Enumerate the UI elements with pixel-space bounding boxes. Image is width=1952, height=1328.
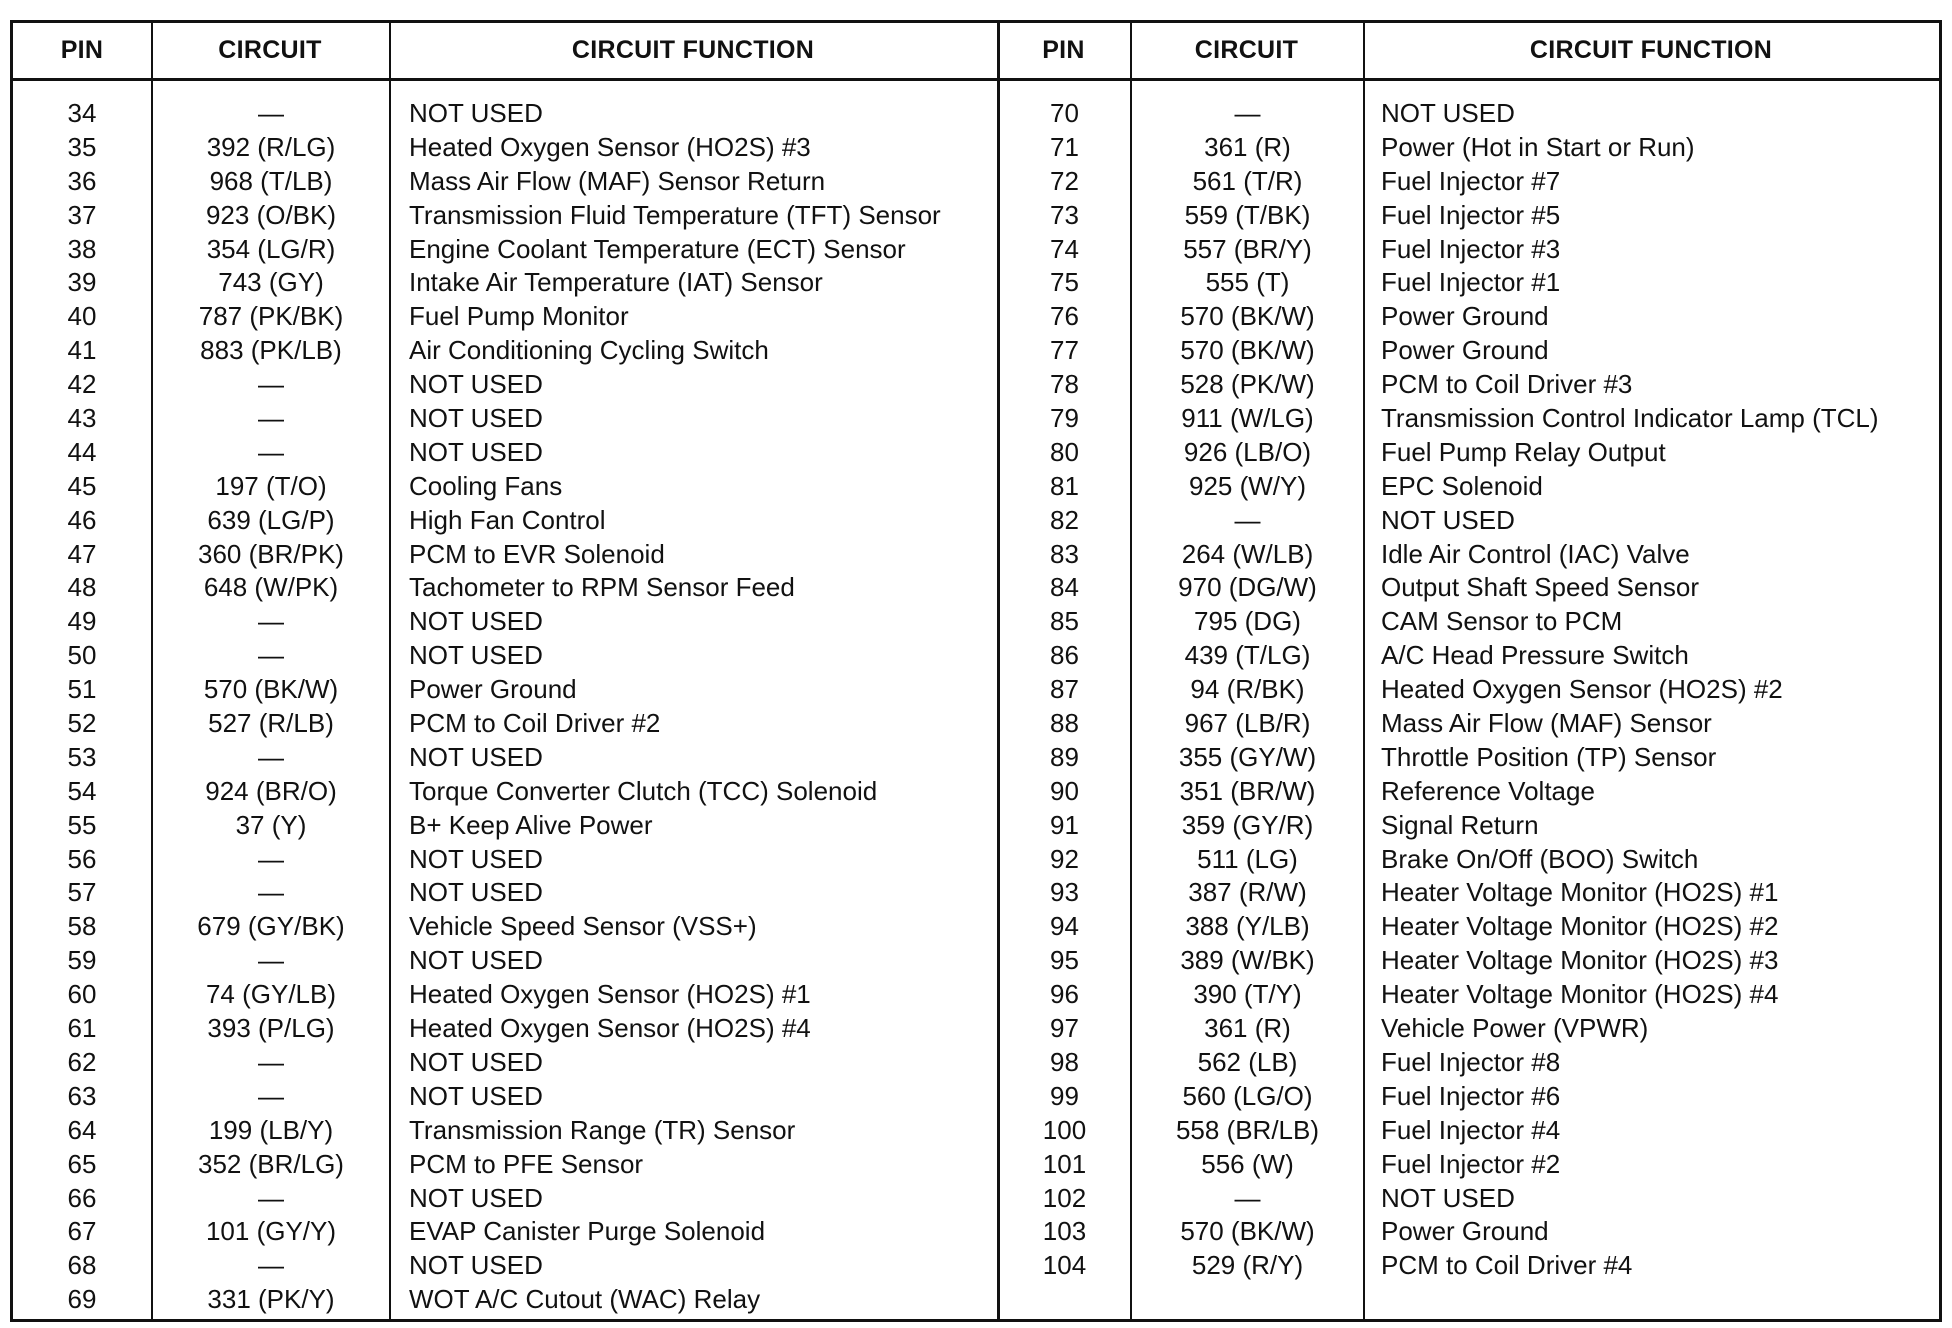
circuit-function-cell: Power Ground	[1381, 301, 1549, 332]
circuit-cell: 558 (BR/LB)	[1175, 1114, 1320, 1145]
circuit-function-cell: A/C Head Pressure Switch	[1381, 640, 1689, 671]
pin-cell: 103	[1042, 1216, 1087, 1247]
circuit-function-cell: Power Ground	[1381, 335, 1549, 366]
circuit-cell: 561 (T/R)	[1192, 165, 1303, 196]
circuit-function-cell: EVAP Canister Purge Solenoid	[409, 1216, 766, 1247]
column-divider	[389, 23, 391, 1319]
pin-cell: 97	[1050, 1013, 1079, 1044]
circuit-cell: 555 (T)	[1205, 267, 1290, 298]
circuit-cell: 37 (Y)	[235, 809, 307, 840]
circuit-function-cell: Fuel Injector #7	[1381, 165, 1561, 196]
circuit-cell: 967 (LB/R)	[1184, 708, 1311, 739]
circuit-function-cell: Heater Voltage Monitor (HO2S) #4	[1381, 979, 1779, 1010]
circuit-cell: 355 (GY/W)	[1178, 741, 1317, 772]
pin-cell: 53	[67, 741, 97, 772]
pin-cell: 93	[1050, 877, 1079, 908]
circuit-function-cell: Throttle Position (TP) Sensor	[1381, 741, 1717, 772]
circuit-cell: 570 (BK/W)	[1180, 301, 1315, 332]
circuit-function-cell: PCM to PFE Sensor	[409, 1148, 644, 1179]
circuit-function-cell: Transmission Range (TR) Sensor	[409, 1114, 796, 1145]
circuit-function-cell: Power Ground	[409, 674, 577, 705]
circuit-cell: 557 (BR/Y)	[1183, 233, 1312, 264]
circuit-cell: 74 (GY/LB)	[205, 979, 337, 1010]
circuit-function-cell: Reference Voltage	[1381, 775, 1595, 806]
circuit-cell: —	[1234, 1182, 1261, 1213]
circuit-cell: 390 (T/Y)	[1193, 979, 1302, 1010]
circuit-cell: 361 (R)	[1204, 131, 1291, 162]
circuit-cell: 559 (T/BK)	[1184, 199, 1311, 230]
pin-cell: 85	[1050, 606, 1079, 637]
circuit-cell: 388 (Y/LB)	[1185, 911, 1310, 942]
circuit-function-cell: Fuel Injector #6	[1381, 1080, 1561, 1111]
circuit-cell: 197 (T/O)	[215, 470, 327, 501]
pin-cell: 39	[67, 267, 97, 298]
pin-cell: 61	[67, 1013, 97, 1044]
circuit-cell: 439 (T/LG)	[1184, 640, 1311, 671]
circuit-function-cell: EPC Solenoid	[1381, 470, 1543, 501]
pin-cell: 35	[67, 131, 97, 162]
circuit-function-cell: NOT USED	[409, 843, 543, 874]
pin-cell: 49	[67, 606, 97, 637]
circuit-function-cell: NOT USED	[409, 1182, 543, 1213]
circuit-function-cell: Fuel Injector #1	[1381, 267, 1561, 298]
circuit-cell: 556 (W)	[1201, 1148, 1294, 1179]
circuit-cell: —	[258, 98, 284, 128]
circuit-function-cell: NOT USED	[1381, 98, 1515, 128]
circuit-function-cell: B+ Keep Alive Power	[409, 809, 653, 840]
pin-cell: 104	[1042, 1250, 1087, 1281]
circuit-cell: —	[258, 369, 284, 400]
circuit-function-cell: Fuel Injector #4	[1381, 1114, 1561, 1145]
circuit-cell: 570 (BK/W)	[1180, 335, 1315, 366]
header-function-left: CIRCUIT FUNCTION	[571, 36, 815, 64]
circuit-cell: 199 (LB/Y)	[208, 1114, 334, 1145]
pin-cell: 82	[1050, 504, 1079, 535]
circuit-function-cell: Fuel Pump Relay Output	[1381, 436, 1666, 467]
circuit-cell: 527 (R/LB)	[208, 708, 334, 739]
circuit-function-cell: Output Shaft Speed Sensor	[1381, 572, 1699, 603]
circuit-cell: 331 (PK/Y)	[207, 1284, 335, 1315]
circuit-function-cell: PCM to EVR Solenoid	[409, 538, 665, 569]
circuit-function-cell: Tachometer to RPM Sensor Feed	[409, 572, 795, 603]
circuit-function-cell: Intake Air Temperature (IAT) Sensor	[409, 267, 823, 298]
circuit-cell: —	[258, 843, 284, 874]
circuit-cell: 562 (LB)	[1197, 1046, 1298, 1077]
circuit-cell: 925 (W/Y)	[1188, 470, 1307, 501]
circuit-function-cell: NOT USED	[409, 640, 543, 671]
pin-cell: 70	[1050, 98, 1079, 128]
pin-cell: 41	[67, 335, 97, 366]
pin-cell: 58	[67, 911, 97, 942]
left-circuit-column	[153, 97, 389, 1317]
pin-cell: 84	[1050, 572, 1079, 603]
circuit-function-cell: High Fan Control	[409, 504, 606, 535]
circuit-cell: —	[258, 945, 284, 976]
circuit-function-cell: Heated Oxygen Sensor (HO2S) #3	[409, 131, 811, 162]
circuit-cell: 968 (T/LB)	[209, 165, 333, 196]
circuit-function-cell: NOT USED	[409, 1250, 543, 1281]
circuit-cell: —	[258, 606, 284, 637]
pin-cell: 52	[67, 708, 97, 739]
circuit-function-cell: Mass Air Flow (MAF) Sensor Return	[409, 165, 826, 196]
circuit-function-cell: Signal Return	[1381, 809, 1539, 840]
circuit-cell: 392 (R/LG)	[206, 131, 336, 162]
circuit-cell: 911 (W/LG)	[1181, 403, 1314, 434]
circuit-function-cell: Torque Converter Clutch (TCC) Solenoid	[409, 775, 878, 806]
circuit-cell: 570 (BK/W)	[203, 674, 339, 705]
header-function-right: CIRCUIT FUNCTION	[1529, 36, 1773, 64]
circuit-function-cell: Fuel Injector #8	[1381, 1046, 1561, 1077]
circuit-function-cell: NOT USED	[409, 1080, 543, 1111]
pin-cell: 46	[67, 504, 97, 535]
circuit-cell: —	[258, 1046, 284, 1077]
circuit-function-cell: Heated Oxygen Sensor (HO2S) #4	[409, 1013, 811, 1044]
circuit-function-cell: NOT USED	[409, 741, 543, 772]
right-pin-column	[999, 97, 1130, 1283]
circuit-function-cell: PCM to Coil Driver #4	[1381, 1250, 1633, 1281]
circuit-function-cell: NOT USED	[409, 1046, 543, 1077]
pin-cell: 65	[67, 1148, 97, 1179]
circuit-cell: 360 (BR/PK)	[198, 538, 344, 569]
circuit-function-cell: NOT USED	[1381, 1182, 1515, 1213]
circuit-function-cell: PCM to Coil Driver #3	[1381, 369, 1633, 400]
circuit-function-cell: Cooling Fans	[409, 470, 563, 501]
circuit-function-cell: Fuel Pump Monitor	[409, 301, 629, 332]
header-pin-left: PIN	[60, 36, 104, 64]
pin-cell: 56	[67, 843, 97, 874]
circuit-function-cell: NOT USED	[409, 945, 543, 976]
pin-cell: 102	[1042, 1182, 1087, 1213]
circuit-cell: 359 (GY/R)	[1181, 809, 1314, 840]
pin-cell: 76	[1050, 301, 1079, 332]
circuit-function-cell: Engine Coolant Temperature (ECT) Sensor	[409, 233, 906, 264]
circuit-function-cell: NOT USED	[409, 606, 543, 637]
circuit-cell: —	[258, 640, 284, 671]
circuit-function-cell: Power (Hot in Start or Run)	[1381, 131, 1695, 162]
circuit-function-cell: WOT A/C Cutout (WAC) Relay	[409, 1284, 761, 1315]
circuit-function-cell: NOT USED	[409, 436, 543, 467]
pin-cell: 62	[67, 1046, 97, 1077]
circuit-function-cell: NOT USED	[409, 403, 543, 434]
header-pin-right: PIN	[1042, 36, 1085, 64]
circuit-function-cell: Heated Oxygen Sensor (HO2S) #1	[409, 979, 811, 1010]
circuit-cell: —	[1234, 98, 1261, 128]
pin-cell: 98	[1050, 1046, 1079, 1077]
circuit-function-cell: Mass Air Flow (MAF) Sensor	[1381, 708, 1712, 739]
circuit-cell: 94 (R/BK)	[1190, 674, 1305, 705]
circuit-cell: 511 (LG)	[1197, 843, 1298, 874]
circuit-cell: —	[258, 1182, 284, 1213]
pin-cell: 54	[67, 775, 97, 806]
circuit-function-cell: Vehicle Power (VPWR)	[1381, 1013, 1649, 1044]
pin-cell: 80	[1050, 436, 1079, 467]
circuit-cell: 923 (O/BK)	[205, 199, 337, 230]
right-function-column	[1381, 97, 1937, 1283]
pin-cell: 40	[67, 301, 97, 332]
circuit-function-cell: Brake On/Off (BOO) Switch	[1381, 843, 1699, 874]
circuit-cell: 570 (BK/W)	[1180, 1216, 1315, 1247]
pin-cell: 101	[1042, 1148, 1087, 1179]
header-circuit-left: CIRCUIT	[218, 36, 322, 64]
pin-cell: 37	[67, 199, 97, 230]
circuit-cell: 354 (LG/R)	[206, 233, 336, 264]
circuit-function-cell: Heater Voltage Monitor (HO2S) #1	[1381, 877, 1779, 908]
pin-cell: 90	[1050, 775, 1079, 806]
right-circuit-column	[1132, 97, 1363, 1283]
pin-cell: 75	[1050, 267, 1079, 298]
circuit-function-cell: Fuel Injector #3	[1381, 233, 1561, 264]
circuit-cell: 648 (W/PK)	[203, 572, 339, 603]
circuit-function-cell: NOT USED	[409, 369, 543, 400]
pin-cell: 66	[67, 1182, 97, 1213]
circuit-cell: 351 (BR/W)	[1179, 775, 1316, 806]
circuit-cell: 795 (DG)	[1194, 606, 1301, 637]
pin-table	[10, 20, 1942, 1322]
circuit-cell: 528 (PK/W)	[1180, 369, 1315, 400]
pin-cell: 74	[1050, 233, 1079, 264]
pin-cell: 64	[67, 1114, 97, 1145]
left-pin-column	[13, 97, 151, 1317]
pin-cell: 57	[67, 877, 97, 908]
pin-cell: 43	[67, 403, 97, 434]
circuit-cell: 264 (W/LB)	[1181, 538, 1314, 569]
pin-cell: 92	[1050, 843, 1079, 874]
circuit-cell: —	[1234, 504, 1261, 535]
pin-cell: 71	[1050, 131, 1079, 162]
circuit-function-cell: NOT USED	[409, 877, 543, 908]
pin-cell: 48	[67, 572, 97, 603]
pin-cell: 63	[67, 1080, 97, 1111]
pin-cell: 68	[67, 1250, 97, 1281]
pin-cell: 100	[1042, 1114, 1087, 1145]
circuit-function-cell: NOT USED	[409, 98, 543, 128]
circuit-cell: 926 (LB/O)	[1183, 436, 1312, 467]
pin-cell: 79	[1050, 403, 1079, 434]
pin-cell: 95	[1050, 945, 1079, 976]
pin-cell: 36	[67, 165, 97, 196]
pin-cell: 38	[67, 233, 97, 264]
pin-cell: 47	[67, 538, 97, 569]
pin-cell: 67	[67, 1216, 97, 1247]
circuit-cell: —	[258, 436, 284, 467]
circuit-cell: 679 (GY/BK)	[197, 911, 345, 942]
pin-cell: 86	[1050, 640, 1079, 671]
circuit-cell: —	[258, 403, 284, 434]
circuit-function-cell: Power Ground	[1381, 1216, 1549, 1247]
circuit-function-cell: NOT USED	[1381, 504, 1515, 535]
circuit-cell: 529 (R/Y)	[1191, 1250, 1304, 1281]
circuit-function-cell: Idle Air Control (IAC) Valve	[1381, 538, 1690, 569]
pin-cell: 50	[67, 640, 97, 671]
pin-cell: 51	[67, 674, 97, 705]
pin-cell: 45	[67, 470, 97, 501]
pin-cell: 55	[67, 809, 97, 840]
pin-cell: 89	[1050, 741, 1079, 772]
circuit-function-cell: Heater Voltage Monitor (HO2S) #2	[1381, 911, 1779, 942]
circuit-cell: —	[258, 877, 284, 908]
circuit-cell: 883 (PK/LB)	[200, 335, 342, 366]
pin-cell: 69	[67, 1284, 97, 1315]
circuit-cell: 389 (W/BK)	[1180, 945, 1315, 976]
pin-cell: 87	[1050, 674, 1079, 705]
table-header-row	[13, 23, 1939, 81]
circuit-function-cell: Air Conditioning Cycling Switch	[409, 335, 769, 366]
pin-cell: 94	[1050, 911, 1079, 942]
circuit-cell: 560 (LG/O)	[1182, 1080, 1313, 1111]
circuit-function-cell: Fuel Injector #2	[1381, 1148, 1561, 1179]
circuit-cell: 387 (R/W)	[1188, 877, 1307, 908]
pin-cell: 91	[1050, 809, 1079, 840]
pin-cell: 60	[67, 979, 97, 1010]
circuit-cell: 743 (GY)	[218, 267, 324, 298]
pin-cell: 78	[1050, 369, 1079, 400]
circuit-cell: —	[258, 1080, 284, 1111]
pin-cell: 42	[67, 369, 97, 400]
circuit-function-cell: PCM to Coil Driver #2	[409, 708, 661, 739]
pin-cell: 59	[67, 945, 97, 976]
circuit-cell: —	[258, 741, 284, 772]
column-divider	[1363, 23, 1365, 1319]
circuit-cell: 924 (BR/O)	[205, 775, 337, 806]
circuit-cell: 393 (P/LG)	[207, 1013, 335, 1044]
circuit-cell: 787 (PK/BK)	[198, 301, 344, 332]
pin-cell: 88	[1050, 708, 1079, 739]
circuit-function-cell: Fuel Injector #5	[1381, 199, 1561, 230]
circuit-cell: —	[258, 1250, 284, 1281]
circuit-cell: 101 (GY/Y)	[205, 1216, 337, 1247]
circuit-function-cell: Heater Voltage Monitor (HO2S) #3	[1381, 945, 1779, 976]
header-circuit-right: CIRCUIT	[1194, 36, 1299, 64]
circuit-function-cell: Transmission Control Indicator Lamp (TCL)	[1381, 403, 1879, 434]
pin-cell: 99	[1050, 1080, 1079, 1111]
left-function-column	[409, 97, 995, 1317]
pin-cell: 73	[1050, 199, 1079, 230]
pin-cell: 77	[1050, 335, 1079, 366]
circuit-function-cell: Vehicle Speed Sensor (VSS+)	[409, 911, 757, 942]
pin-cell: 34	[67, 98, 97, 128]
circuit-cell: 970 (DG/W)	[1178, 572, 1317, 603]
pin-cell: 96	[1050, 979, 1079, 1010]
circuit-function-cell: Transmission Fluid Temperature (TFT) Sensor	[409, 199, 941, 230]
circuit-function-cell: Heated Oxygen Sensor (HO2S) #2	[1381, 674, 1783, 705]
circuit-cell: 352 (BR/LG)	[198, 1148, 344, 1179]
circuit-function-cell: CAM Sensor to PCM	[1381, 606, 1623, 637]
circuit-cell: 361 (R)	[1204, 1013, 1291, 1044]
pin-cell: 44	[67, 436, 97, 467]
pin-cell: 72	[1050, 165, 1079, 196]
pin-cell: 81	[1050, 470, 1079, 501]
pin-cell: 83	[1050, 538, 1079, 569]
circuit-cell: 639 (LG/P)	[207, 504, 335, 535]
